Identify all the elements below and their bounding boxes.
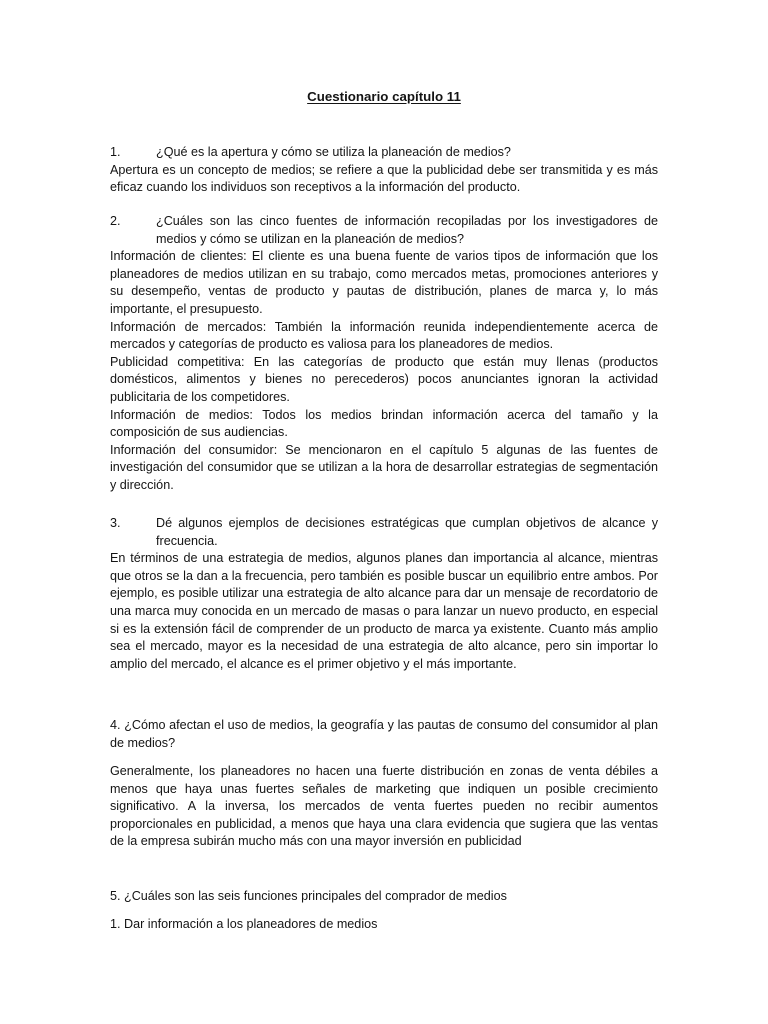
question-2-text: ¿Cuáles son las cinco fuentes de información recopiladas por los investigadores de medios y cómo se utilizan en la planeación de medios? (156, 214, 658, 246)
question-5 (110, 888, 658, 906)
question-1-number: 1. (110, 145, 121, 159)
question-1-text: ¿Qué es la apertura y cómo se utiliza la planeación de medios? (156, 145, 511, 159)
question-2-number: 2. (110, 214, 121, 228)
question-2 (110, 213, 658, 495)
question-4-text: 4. ¿Cómo afectan el uso de medios, la geografía y las pautas de consumo del consumidor al plan de medios? (110, 718, 658, 750)
answer-consumidor: Información del consumidor: Se mencionaron en el capítulo 5 algunas de las fuentes de investigación del consumidor que se utilizan a la hora de desarrollar estrategias de segmentación y dirección. (110, 442, 658, 492)
question-1-heading (110, 144, 658, 162)
question-1-answer: Apertura es un concepto de medios; se refiere a que la publicidad debe ser transmitida y es más eficaz cuando los individuos son receptivos a la información del producto. (110, 162, 658, 195)
question-5-item-block (110, 916, 658, 934)
answer-mercados: Información de mercados: También la información reunida independientemente acerca de mercados y categorías de producto es valiosa para los planeadores de medios. (110, 319, 658, 352)
question-3-number: 3. (110, 516, 121, 530)
answer-clientes: Información de clientes: El cliente es una buena fuente de varios tipos de información que los planeadores de medios utilizan en su trabajo, como mercados metas, promociones anteriores y su desempeño, ventas de producto y pautas de distribución, planes de marca y, lo más importante, el presupuesto. (110, 249, 658, 316)
page-title: Cuestionario capítulo 11 (307, 89, 461, 104)
question-5-text: 5. ¿Cuáles son las seis funciones principales del comprador de medios (110, 889, 507, 903)
question-3-heading (110, 515, 658, 550)
question-2-heading (110, 213, 658, 248)
question-1 (110, 144, 658, 197)
question-4-answer-block (110, 763, 658, 851)
question-5-item-1: 1. Dar información a los planeadores de medios (110, 917, 378, 931)
question-3-text: Dé algunos ejemplos de decisiones estratégicas que cumplan objetivos de alcance y frecuencia. (156, 516, 658, 548)
question-4 (110, 717, 658, 752)
question-3-answer: En términos de una estrategia de medios, algunos planes dan importancia al alcance, mientras que otros se la dan a la frecuencia, pero también es posible buscar un equilibrio entre ambos. Por ejemplo, es posible utilizar una estrategia de alto alcance para dar un mensaje de recordatorio de una marca muy conocida en un mercado de masas o para lanzar un nuevo producto, en especial si es la extensión fácil de comprender de un producto de marca ya existente. Cuanto más amplio sea el mercado, mayor es la necesidad de una estrategia de alto alcance, pero sin importar lo amplio del mercado, el alcance es el primer objetivo y el más importante. (110, 551, 658, 671)
question-4-answer: Generalmente, los planeadores no hacen una fuerte distribución en zonas de venta débiles a menos que haya unas fuertes señales de marketing que indiquen un posible crecimiento significativo. A la inversa, los mercados de venta fuertes pueden no recibir aumentos proporcionales en publicidad, a menos que haya una clara evidencia que sugiera que las ventas de la empresa subirán mucho más con una mayor inversión en publicidad (110, 764, 658, 849)
answer-competitiva: Publicidad competitiva: En las categorías de producto que están muy llenas (productos domésticos, alimentos y bienes no perecederos) pocos anunciantes ignoran la actividad publicitaria de los competidores. (110, 354, 658, 404)
question-3 (110, 515, 658, 673)
answer-medios: Información de medios: Todos los medios brindan información acerca del tamaño y la composición de sus audiencias. (110, 407, 658, 440)
